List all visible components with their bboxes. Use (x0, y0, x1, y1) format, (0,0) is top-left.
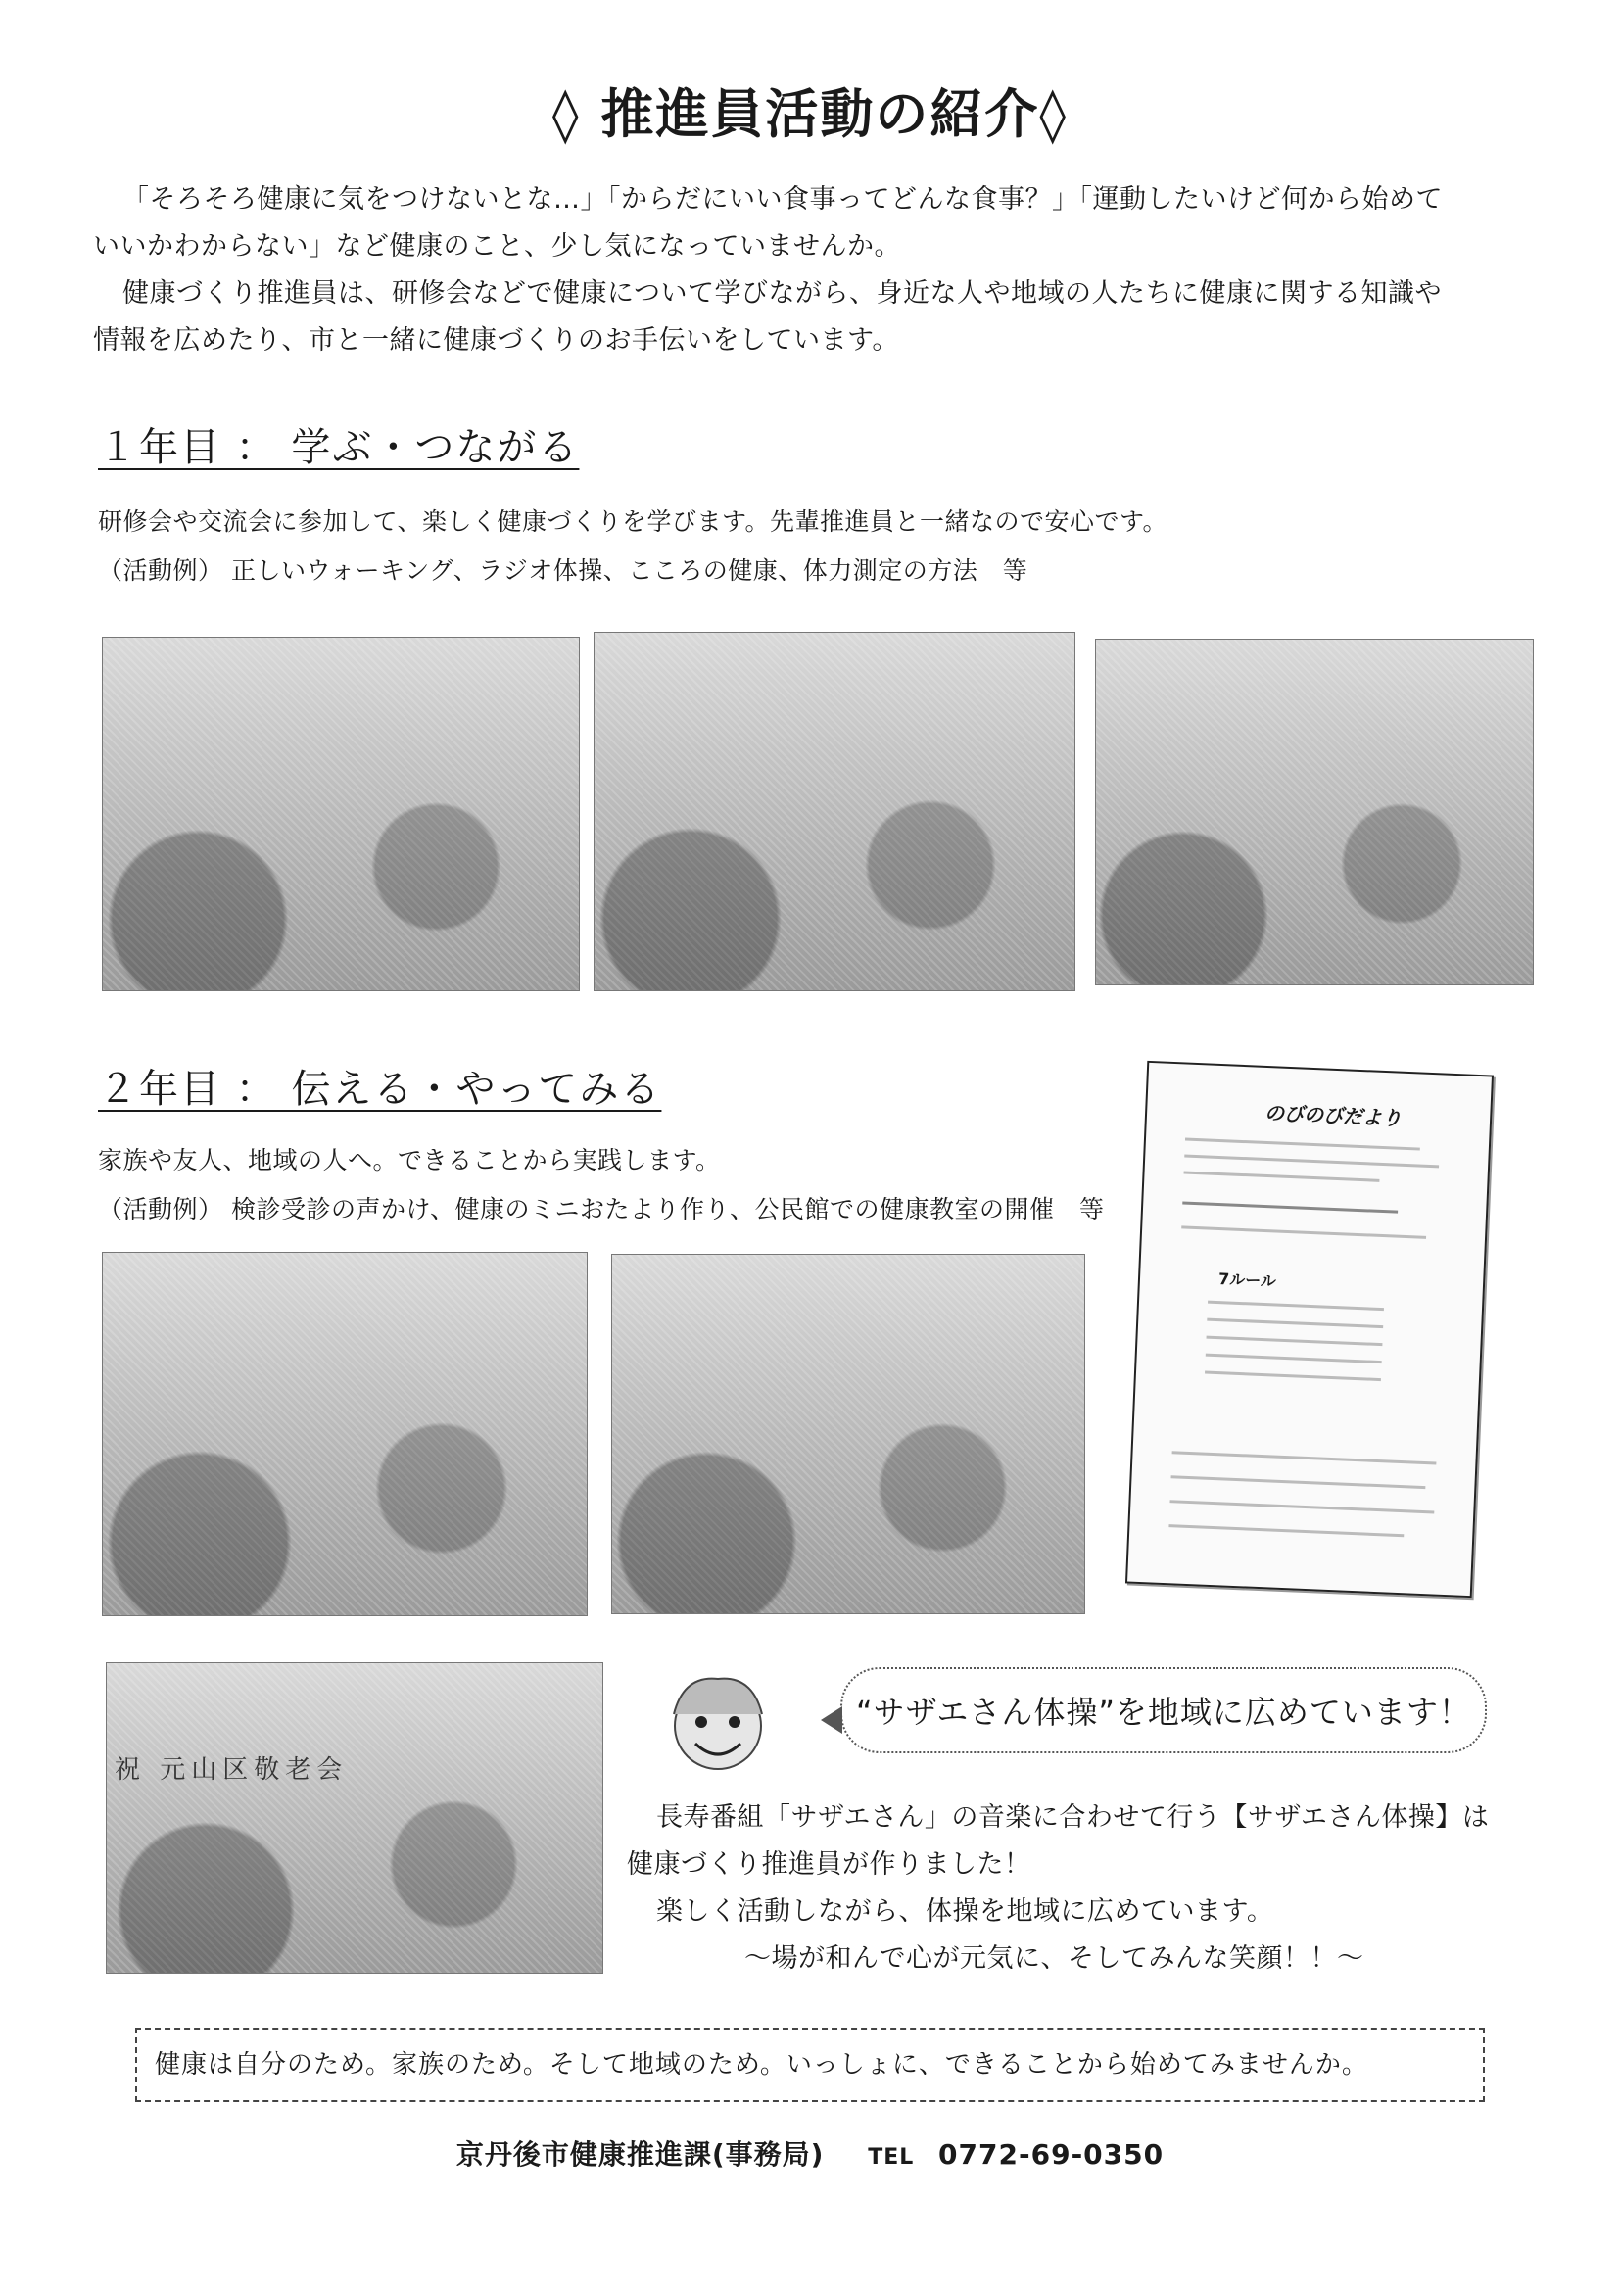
intro-line-1: 「そろそろ健康に気をつけないとな…」「からだにいい食事ってどんな食事？」「運動したいけど何から始めて (122, 184, 1443, 215)
sazae-bubble: “サザエさん体操”を地域に広めています！ (840, 1667, 1487, 1753)
sazae-line-2: 健康づくり推進員が作りました！ (627, 1849, 1031, 1880)
year1-heading: １年目 ： 学ぶ・つながる (98, 425, 580, 470)
intro-line-3: 健康づくり推進員は、研修会などで健康について学びながら、身近な人や地域の人たちに健康に関する知識や (122, 278, 1442, 309)
year1-examples: （活動例） 正しいウォーキング、ラジオ体操、こころの健康、体力測定の方法 等 (98, 556, 1028, 585)
tel-label: TEL (868, 2145, 915, 2170)
newsletter-image (1125, 1061, 1494, 1598)
sazae-line-3: 楽しく活動しながら、体操を地域に広めています。 (656, 1896, 1274, 1927)
callout-box: 健康は自分のため。家族のため。そして地域のため。いっしょに、できることから始めてみませんか。 (135, 2028, 1485, 2102)
intro-line-4: 情報を広めたり、市と一緒に健康づくりのお手伝いをしています。 (93, 325, 899, 356)
year2-heading: ２年目 ： 伝える・やってみる (98, 1067, 662, 1112)
newsletter-rule: 7ルール (1217, 1269, 1277, 1291)
photo-health-class (102, 1252, 588, 1616)
sazae-line-4: ～場が和んで心が元気に、そしてみんな笑顔！！～ (744, 1943, 1364, 1974)
year2-examples: （活動例） 検診受診の声かけ、健康のミニおたより作り、公民館での健康教室の開催 等 (98, 1195, 1105, 1223)
bubble-tail (821, 1706, 842, 1734)
footer (0, 2133, 1620, 2173)
footer-office: 京丹後市健康推進課(事務局) (455, 2138, 825, 2171)
photo-elderly-event (106, 1662, 603, 1974)
sazae-text (627, 1794, 1538, 1983)
sazae-line-1: 長寿番組「サザエさん」の音楽に合わせて行う【サザエさん体操】は (656, 1802, 1490, 1833)
page-title: ◊ 推進員活動の紹介◊ (551, 83, 1069, 145)
photo-seminar (102, 637, 580, 991)
photo-radio-exercise (594, 632, 1075, 991)
intro-line-2: いいかわからない」など健康のこと、少し気になっていませんか。 (93, 231, 901, 262)
intro-text (93, 176, 1533, 364)
year2-text: 家族や友人、地域の人へ。できることから実践します。 (98, 1146, 721, 1174)
year1-text: 研修会や交流会に参加して、楽しく健康づくりを学びます。先輩推進員と一緒なので安心です。 (98, 507, 1168, 536)
photo-walking (1095, 639, 1534, 985)
footer-tel: 0772-69-0350 (938, 2138, 1165, 2171)
photo-group-event (611, 1254, 1085, 1614)
smiling-face-icon (654, 1665, 782, 1783)
newsletter-title: のびのびだより (1263, 1100, 1403, 1130)
photo-banner-text: 祝 元山区敬老会 (115, 1755, 349, 1785)
